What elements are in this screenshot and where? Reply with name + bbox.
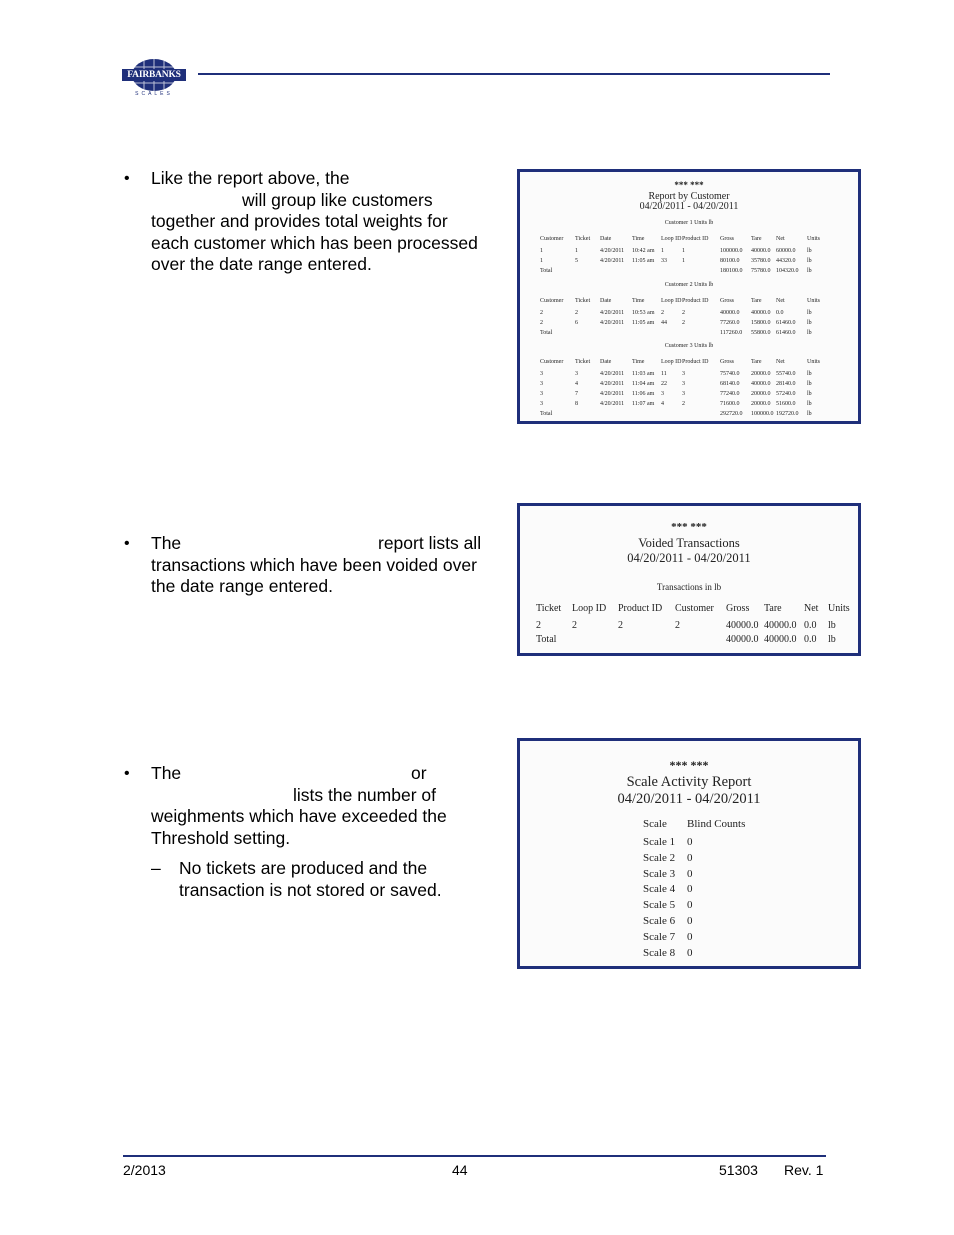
column-header: Scale bbox=[643, 818, 667, 830]
table-cell: 20000.0 bbox=[751, 391, 771, 397]
table-cell: 40000.0 bbox=[726, 634, 759, 645]
footer-page-number: 44 bbox=[452, 1162, 468, 1178]
table-cell: 11:04 am bbox=[632, 381, 655, 387]
table-cell: lb bbox=[807, 391, 812, 397]
logo-sub: SCALES bbox=[135, 91, 173, 97]
table-cell: 11 bbox=[661, 371, 667, 377]
table-cell: 292720.0 bbox=[720, 411, 743, 417]
section3-line: The bbox=[151, 763, 182, 783]
table-cell: 33 bbox=[661, 258, 667, 264]
table-cell: lb bbox=[807, 381, 812, 387]
column-header: Time bbox=[632, 298, 645, 304]
table-header-row bbox=[536, 603, 854, 620]
report-stars: *** *** bbox=[674, 180, 704, 190]
table-cell: Scale 1 bbox=[643, 836, 676, 848]
table-cell: 75740.0 bbox=[720, 371, 740, 377]
table-cell: lb bbox=[807, 268, 812, 274]
table-cell: lb bbox=[828, 620, 836, 631]
table-cell: 7 bbox=[575, 391, 578, 397]
table-cell: 61460.0 bbox=[776, 320, 796, 326]
logo-word: FAIRBANKS bbox=[127, 70, 181, 80]
table-cell: lb bbox=[807, 401, 812, 407]
table-cell: 40000.0 bbox=[726, 620, 759, 631]
table-cell: lb bbox=[828, 634, 836, 645]
table-cell: 11:06 am bbox=[632, 391, 655, 397]
table-cell: 0 bbox=[687, 883, 693, 896]
group-heading: Customer 1 Units lb bbox=[664, 220, 714, 226]
table-cell: 55800.0 bbox=[751, 330, 771, 336]
voided-table bbox=[536, 603, 854, 648]
table-cell: Scale 3 bbox=[643, 867, 676, 880]
table-row bbox=[540, 320, 823, 330]
dash-marker: – bbox=[151, 858, 161, 878]
column-header: Gross bbox=[720, 359, 735, 365]
table-cell bbox=[661, 411, 682, 421]
table-cell: 1 bbox=[540, 248, 543, 254]
table-cell: 2 bbox=[618, 620, 623, 631]
table-cell: 0 bbox=[687, 851, 693, 864]
column-header: Ticket bbox=[536, 603, 562, 614]
column-header: Ticket bbox=[575, 298, 591, 304]
column-header: Loop ID bbox=[572, 603, 607, 614]
column-header: Net bbox=[776, 236, 785, 242]
column-header: Units bbox=[807, 298, 821, 304]
footer-doc-number: 51303 bbox=[719, 1162, 758, 1178]
table-cell: 4/20/2011 bbox=[600, 248, 625, 254]
table-cell: 4/20/2011 bbox=[600, 371, 625, 377]
table-cell: 75780.0 bbox=[751, 268, 771, 274]
table-cell: 3 bbox=[682, 391, 685, 397]
table-cell: 61460.0 bbox=[776, 330, 796, 336]
table-row bbox=[540, 381, 823, 391]
table-cell: 44 bbox=[661, 320, 667, 326]
table-row bbox=[540, 411, 823, 421]
table-cell: 0.0 bbox=[804, 634, 817, 645]
report-title: Report by Customer bbox=[648, 191, 730, 202]
table-cell: 40000.0 bbox=[751, 381, 771, 387]
table-cell: 3 bbox=[575, 371, 578, 377]
table-cell bbox=[600, 268, 632, 278]
column-header: Customer bbox=[540, 359, 564, 365]
table-cell bbox=[682, 411, 720, 421]
table-cell bbox=[618, 634, 675, 648]
section1-line: Like the report above, the bbox=[151, 168, 350, 188]
column-header: Units bbox=[828, 603, 850, 614]
table-cell: 104320.0 bbox=[776, 268, 799, 274]
column-header: Gross bbox=[720, 298, 735, 304]
report-range: 04/20/2011 - 04/20/2011 bbox=[639, 201, 739, 212]
section1-line: together and provides total weights for bbox=[151, 211, 448, 232]
table-cell: 2 bbox=[675, 620, 680, 631]
table-cell: 71600.0 bbox=[720, 401, 740, 407]
column-header: Date bbox=[600, 298, 612, 304]
section2-text bbox=[151, 533, 501, 598]
table-cell: 4/20/2011 bbox=[600, 310, 625, 316]
table-cell: 3 bbox=[540, 371, 543, 377]
column-header: Gross bbox=[720, 236, 735, 242]
section3-line: weighments which have exceeded the bbox=[151, 806, 447, 827]
table-cell bbox=[572, 634, 618, 648]
report-title: Scale Activity Report bbox=[626, 774, 752, 790]
table-cell: Scale 4 bbox=[643, 883, 676, 896]
report-range: 04/20/2011 - 04/20/2011 bbox=[617, 791, 761, 807]
table-cell: 20000.0 bbox=[751, 371, 771, 377]
table-cell: 80100.0 bbox=[720, 258, 740, 264]
column-header: Time bbox=[632, 236, 645, 242]
table-cell: 0 bbox=[687, 930, 693, 943]
column-header: Gross bbox=[726, 603, 750, 614]
table-cell: 2 bbox=[540, 310, 543, 316]
table-cell: 35780.0 bbox=[751, 258, 771, 264]
column-header: Date bbox=[600, 236, 612, 242]
section2-line: report lists all bbox=[378, 533, 482, 553]
table-row bbox=[643, 883, 777, 899]
table-cell bbox=[600, 411, 632, 421]
table-cell: 2 bbox=[536, 620, 541, 631]
section2-line: The bbox=[151, 533, 182, 553]
column-header: Loop ID bbox=[661, 359, 682, 365]
table-cell bbox=[600, 330, 632, 340]
table-cell: 1 bbox=[682, 248, 685, 254]
table-cell: 51600.0 bbox=[776, 401, 796, 407]
bullet-1: • bbox=[124, 170, 130, 187]
column-header: Units bbox=[807, 359, 821, 365]
column-header: Product ID bbox=[682, 236, 709, 242]
table-cell: 40000.0 bbox=[764, 620, 797, 631]
table-row bbox=[540, 310, 823, 320]
report-title: Voided Transactions bbox=[638, 536, 740, 550]
section1-line: over the date range entered. bbox=[151, 254, 372, 275]
customer-group-table bbox=[540, 236, 823, 278]
section1-text bbox=[151, 168, 478, 276]
footer-rule bbox=[123, 1155, 826, 1157]
column-header: Units bbox=[807, 236, 821, 242]
table-cell: 6 bbox=[575, 320, 578, 326]
section3-text bbox=[151, 763, 501, 849]
column-header: Customer bbox=[540, 298, 564, 304]
column-header: Product ID bbox=[618, 603, 663, 614]
table-cell: 68140.0 bbox=[720, 381, 740, 387]
table-cell: 44320.0 bbox=[776, 258, 796, 264]
section3-line: Threshold setting. bbox=[151, 827, 291, 848]
report-stars: *** *** bbox=[671, 521, 707, 533]
table-cell: Scale 6 bbox=[643, 914, 676, 927]
table-cell: 0.0 bbox=[776, 310, 784, 316]
table-cell: 20000.0 bbox=[751, 401, 771, 407]
table-cell: 60000.0 bbox=[776, 248, 796, 254]
table-cell bbox=[661, 268, 682, 278]
table-cell bbox=[632, 411, 661, 421]
table-cell: 0 bbox=[687, 946, 693, 959]
column-header: Time bbox=[632, 359, 645, 365]
table-cell: 1 bbox=[540, 258, 543, 264]
table-cell: 117260.0 bbox=[720, 330, 743, 336]
table-cell bbox=[575, 411, 600, 421]
table-cell: 11:03 am bbox=[632, 371, 655, 377]
report-scale-activity bbox=[517, 738, 861, 969]
table-cell: 15800.0 bbox=[751, 320, 771, 326]
table-cell: 0.0 bbox=[804, 620, 817, 631]
table-cell bbox=[575, 268, 600, 278]
report-stars: *** *** bbox=[669, 758, 709, 772]
table-row bbox=[540, 401, 823, 411]
table-cell: 100000.0 bbox=[751, 411, 774, 417]
table-cell: 3 bbox=[540, 381, 543, 387]
table-cell: 0 bbox=[687, 867, 693, 880]
report-heading: Transactions in lb bbox=[656, 582, 722, 592]
report-range: 04/20/2011 - 04/20/2011 bbox=[627, 551, 751, 565]
table-row bbox=[643, 915, 777, 931]
customer-group-table bbox=[540, 298, 823, 340]
column-header: Ticket bbox=[575, 236, 591, 242]
section2-line: transactions which have been voided over bbox=[151, 554, 477, 575]
table-cell: 0 bbox=[687, 836, 693, 848]
table-header-row bbox=[540, 298, 823, 310]
table-cell: Total bbox=[540, 411, 553, 417]
table-cell: Total bbox=[540, 268, 553, 274]
table-cell: Scale 2 bbox=[643, 851, 676, 864]
table-cell: 4/20/2011 bbox=[600, 381, 625, 387]
bullet-2: • bbox=[124, 535, 130, 552]
table-cell: 2 bbox=[682, 320, 685, 326]
table-cell: 8 bbox=[575, 401, 578, 407]
table-row bbox=[540, 330, 823, 340]
table-cell: 5 bbox=[575, 258, 578, 264]
customer-group-table bbox=[540, 359, 823, 421]
table-cell: 1 bbox=[661, 248, 664, 254]
table-cell: 11:05 am bbox=[632, 258, 655, 264]
table-cell bbox=[661, 330, 682, 340]
column-header: Tare bbox=[751, 236, 762, 242]
table-cell: 4/20/2011 bbox=[600, 320, 625, 326]
table-cell: Total bbox=[540, 330, 553, 336]
table-cell: 40000.0 bbox=[720, 310, 740, 316]
table-cell bbox=[675, 634, 726, 648]
table-cell: 100000.0 bbox=[720, 248, 743, 254]
footer-revision: Rev. 1 bbox=[784, 1162, 824, 1178]
table-cell: 3 bbox=[540, 391, 543, 397]
table-cell bbox=[682, 268, 720, 278]
table-cell: 2 bbox=[661, 310, 664, 316]
table-header-row bbox=[540, 359, 823, 371]
table-cell: 4/20/2011 bbox=[600, 401, 625, 407]
table-header-row bbox=[643, 818, 777, 836]
column-header: Tare bbox=[751, 359, 762, 365]
table-row bbox=[643, 899, 777, 915]
table-cell: 4/20/2011 bbox=[600, 391, 625, 397]
table-cell: 10:53 am bbox=[632, 310, 655, 316]
table-cell: 180100.0 bbox=[720, 268, 743, 274]
table-cell: Scale 8 bbox=[643, 946, 676, 959]
table-cell: lb bbox=[807, 411, 812, 417]
report-by-customer bbox=[517, 169, 861, 424]
section3-line: or bbox=[411, 763, 427, 783]
column-header: Blind Counts bbox=[687, 818, 746, 830]
table-row bbox=[540, 258, 823, 268]
table-cell: 40000.0 bbox=[751, 310, 771, 316]
column-header: Loop ID bbox=[661, 298, 682, 304]
section3-sub bbox=[151, 858, 442, 901]
report-voided bbox=[517, 503, 861, 656]
table-cell: 77240.0 bbox=[720, 391, 740, 397]
column-header: Customer bbox=[540, 236, 564, 242]
column-header: Net bbox=[804, 603, 819, 614]
table-row bbox=[540, 248, 823, 258]
table-cell: 11:07 am bbox=[632, 401, 655, 407]
column-header: Net bbox=[776, 298, 785, 304]
table-cell: 0 bbox=[687, 899, 693, 912]
footer-date: 2/2013 bbox=[123, 1162, 166, 1178]
table-cell: Total bbox=[536, 634, 557, 645]
table-cell: lb bbox=[807, 258, 812, 264]
section3-line: lists the number of bbox=[293, 784, 436, 805]
table-cell: lb bbox=[807, 371, 812, 377]
table-cell: Scale 5 bbox=[643, 899, 676, 912]
table-cell bbox=[632, 268, 661, 278]
table-cell: 11:05 am bbox=[632, 320, 655, 326]
table-row bbox=[540, 268, 823, 278]
section1-line: each customer which has been processed bbox=[151, 232, 478, 253]
table-row bbox=[536, 634, 854, 648]
column-header: Customer bbox=[675, 603, 714, 614]
section1-line: will group like customers bbox=[242, 189, 433, 210]
table-row bbox=[540, 371, 823, 381]
table-cell: 4 bbox=[661, 401, 664, 407]
column-header: Product ID bbox=[682, 298, 709, 304]
column-header: Net bbox=[776, 359, 785, 365]
table-cell: 40000.0 bbox=[751, 248, 771, 254]
table-row bbox=[643, 852, 777, 868]
table-cell: 77260.0 bbox=[720, 320, 740, 326]
section3-sub-line: No tickets are produced and the bbox=[179, 858, 428, 878]
table-cell: lb bbox=[807, 330, 812, 336]
table-row bbox=[643, 868, 777, 884]
column-header: Ticket bbox=[575, 359, 591, 365]
table-cell: 2 bbox=[572, 620, 577, 631]
table-cell: 3 bbox=[661, 391, 664, 397]
table-cell: 2 bbox=[540, 320, 543, 326]
table-row bbox=[540, 391, 823, 401]
group-heading: Customer 3 Units lb bbox=[664, 343, 714, 349]
table-cell: 2 bbox=[682, 310, 685, 316]
header-rule bbox=[198, 73, 830, 75]
table-cell: 4/20/2011 bbox=[600, 258, 625, 264]
section2-line: the date range entered. bbox=[151, 576, 333, 597]
table-cell: 3 bbox=[540, 401, 543, 407]
table-row bbox=[643, 931, 777, 947]
group-heading: Customer 2 Units lb bbox=[664, 282, 714, 288]
table-cell: lb bbox=[807, 310, 812, 316]
table-cell: 1 bbox=[682, 258, 685, 264]
table-cell: 55740.0 bbox=[776, 371, 796, 377]
bullet-3: • bbox=[124, 765, 130, 782]
column-header: Date bbox=[600, 359, 612, 365]
table-cell: Scale 7 bbox=[643, 930, 676, 943]
table-cell: 1 bbox=[575, 248, 578, 254]
table-row bbox=[536, 620, 854, 634]
table-cell: 4 bbox=[575, 381, 578, 387]
column-header: Product ID bbox=[682, 359, 709, 365]
table-cell: 2 bbox=[575, 310, 578, 316]
table-cell: 0 bbox=[687, 914, 693, 927]
table-cell: lb bbox=[807, 248, 812, 254]
table-cell bbox=[632, 330, 661, 340]
table-cell: 3 bbox=[682, 381, 685, 387]
fairbanks-logo bbox=[122, 55, 186, 101]
table-row bbox=[643, 836, 777, 852]
column-header: Loop ID bbox=[661, 236, 682, 242]
table-cell: 57240.0 bbox=[776, 391, 796, 397]
table-header-row bbox=[540, 236, 823, 248]
table-cell bbox=[575, 330, 600, 340]
scale-table bbox=[643, 818, 777, 962]
table-cell: 10:42 am bbox=[632, 248, 655, 254]
table-cell: 22 bbox=[661, 381, 667, 387]
table-row bbox=[643, 947, 777, 963]
table-cell: 3 bbox=[682, 371, 685, 377]
table-cell bbox=[682, 330, 720, 340]
table-cell: 2 bbox=[682, 401, 685, 407]
table-cell: 40000.0 bbox=[764, 634, 797, 645]
column-header: Tare bbox=[751, 298, 762, 304]
table-cell: 192720.0 bbox=[776, 411, 799, 417]
table-cell: lb bbox=[807, 320, 812, 326]
column-header: Tare bbox=[764, 603, 782, 614]
table-cell: 28140.0 bbox=[776, 381, 796, 387]
section3-sub-line: transaction is not stored or saved. bbox=[179, 879, 442, 900]
